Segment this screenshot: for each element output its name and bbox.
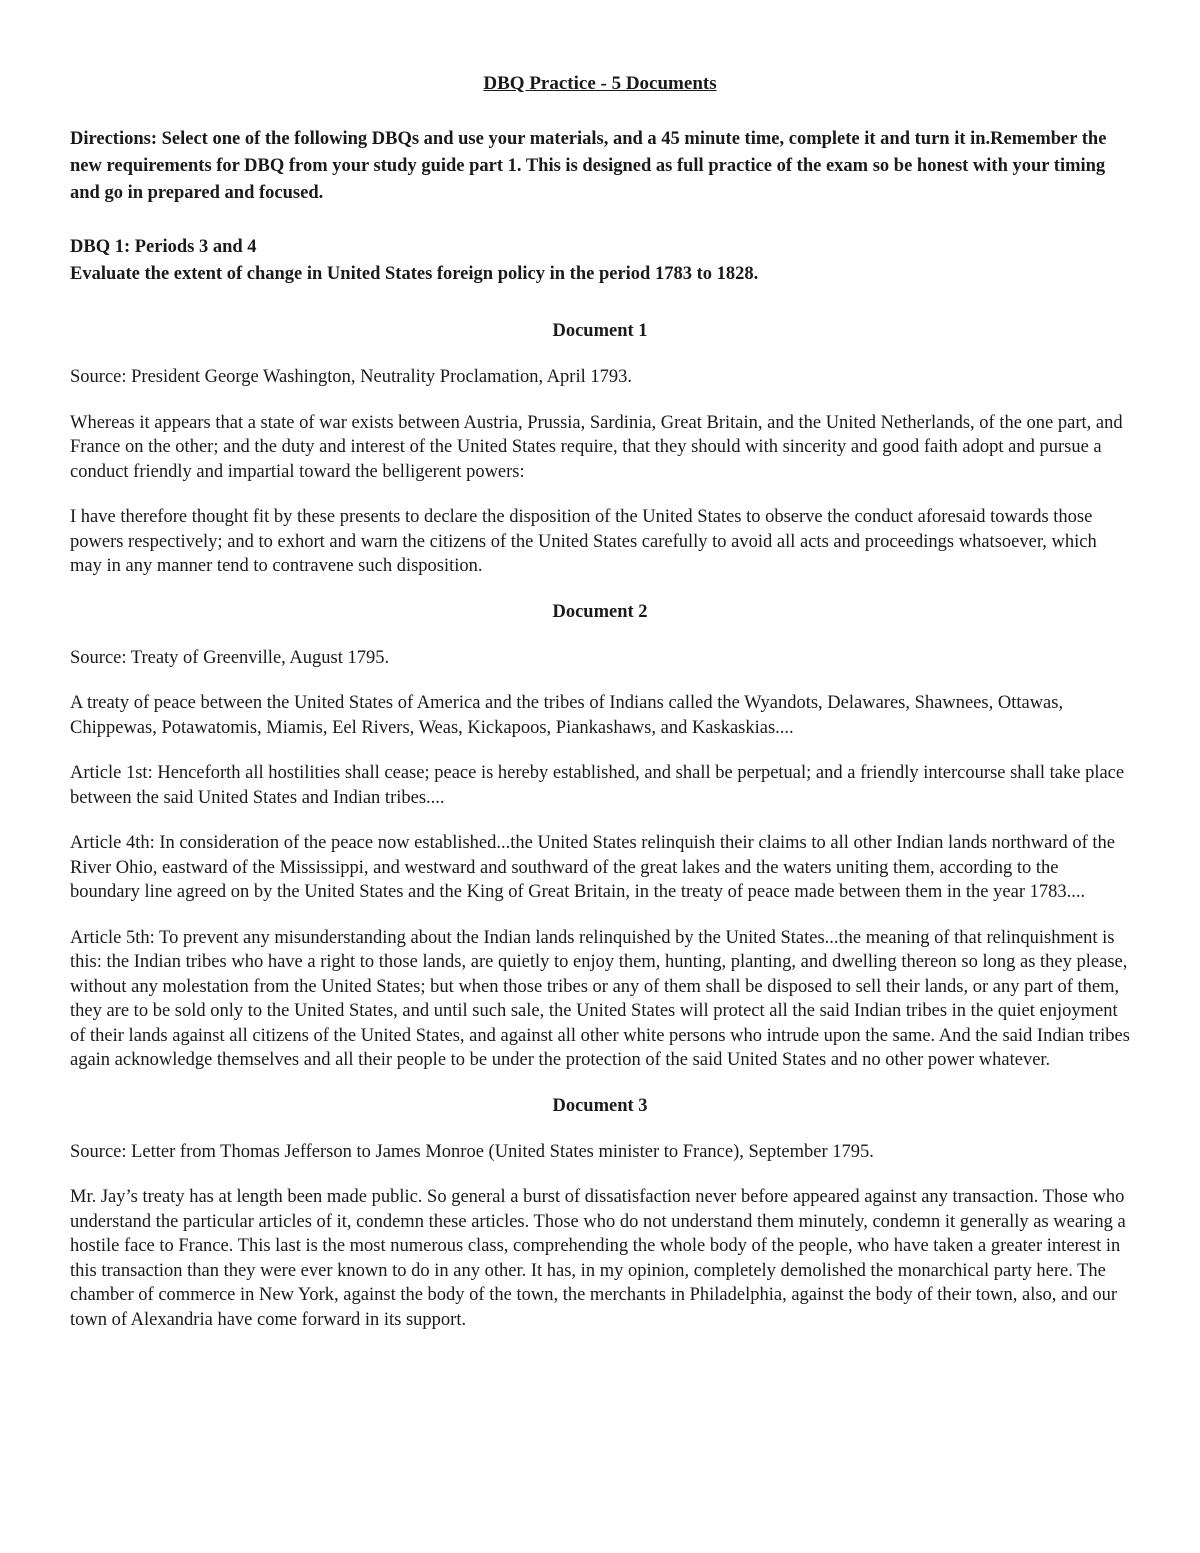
document-page (70, 70, 1130, 1353)
document-source: Source: Letter from Thomas Jefferson to James Monroe (United States minister to France), September 1795. (70, 1141, 874, 1162)
document-paragraph: A treaty of peace between the United States of America and the tribes of Indians called the Wyandots, Delawares, Shawnees, Ottawas, Chippewas, Potawatomis, Miamis, Eel Rivers, Weas, Kickapoos, Piankashaws, and Kaskaskias.... (70, 693, 1064, 738)
document-paragraph: Article 5th: To prevent any misunderstanding about the Indian lands relinquished by the United States...the meaning of that relinquishment is this: the Indian tribes who have a right to those lands, are quietly to enjoy them, hunting, planting, and dwelling thereon so long as they please, without any molestation from the United States; but when those tribes or any of them shall be disposed to sell their lands, or any part of them, they are to be sold only to the United States, and until such sale, the United States will protect all the said Indian tribes in the quiet enjoyment of their lands against all citizens of the United States, and against all other white persons who intrude upon the same. And the said Indian tribes again acknowledge themselves and all their people to be under the protection of the said United States and no other power whatever. (70, 927, 1130, 1070)
document-paragraph: Whereas it appears that a state of war exists between Austria, Prussia, Sardinia, Great Britain, and the United Netherlands, of the one part, and France on the other; and the duty and interest of the United States require, that they should with sincerity and good faith adopt and pursue a conduct friendly and impartial toward the belligerent powers: (70, 412, 1123, 482)
document-paragraph: I have therefore thought fit by these presents to declare the disposition of the United States to observe the conduct aforesaid towards those powers respectively; and to exhort and warn the citizens of the United States carefully to avoid all acts and proceedings whatsoever, which may in any manner tend to contravene such disposition. (70, 507, 1097, 576)
document-paragraph: Mr. Jay’s treaty has at length been made public. So general a burst of dissatisfaction never before appeared against any transaction. Those who understand the particular articles of it, condemn these articles. Those who do not understand them minutely, condemn it generally as wearing a hostile face to France. This last is the most numerous class, comprehending the whole body of the people, who have taken a greater interest in this transaction than they were ever known to do in any other. It has, in my opinion, completely demolished the monarchical party here. The chamber of commerce in New York, against the body of the town, the merchants in Philadelphia, against the body of their town, also, and our town of Alexandria have come forward in its support. (70, 1187, 1126, 1330)
page-title: DBQ Practice - 5 Documents (483, 73, 717, 94)
document-paragraph: Article 4th: In consideration of the peace now established...the United States relinquish their claims to all other Indian lands northward of the River Ohio, eastward of the Mississippi, and westward and southward of the great lakes and the waters uniting them, according to the boundary line agreed on by the United States and the King of Great Britain, in the treaty of peace made between them in the year 1783.... (70, 833, 1115, 902)
document-title: Document 2 (552, 601, 648, 622)
document-title: Document 3 (552, 1095, 648, 1116)
document-paragraph: Article 1st: Henceforth all hostilities shall cease; peace is hereby established, and shall be perpetual; and a friendly intercourse shall take place between the said United States and Indian tribes.... (70, 763, 1125, 808)
document-3 (70, 1093, 1130, 1333)
document-title: Document 1 (552, 321, 648, 341)
document-2 (70, 599, 1130, 1073)
document-source: Source: Treaty of Greenville, August 1795. (70, 647, 390, 668)
document-1 (70, 318, 1130, 579)
directions-text: Directions: Select one of the following DBQs and use your materials, and a 45 minute time, complete it and turn it in.Remember the new requirements for DBQ from your study guide part 1. This is designed as full practice of the exam so be honest with your timing and go in prepared and focused. (70, 129, 1107, 203)
dbq-heading: DBQ 1: Periods 3 and 4 (70, 237, 257, 257)
document-source: Source: President George Washington, Neutrality Proclamation, April 1793. (70, 367, 632, 387)
dbq-prompt: Evaluate the extent of change in United States foreign policy in the period 1783 to 1828. (70, 264, 759, 284)
